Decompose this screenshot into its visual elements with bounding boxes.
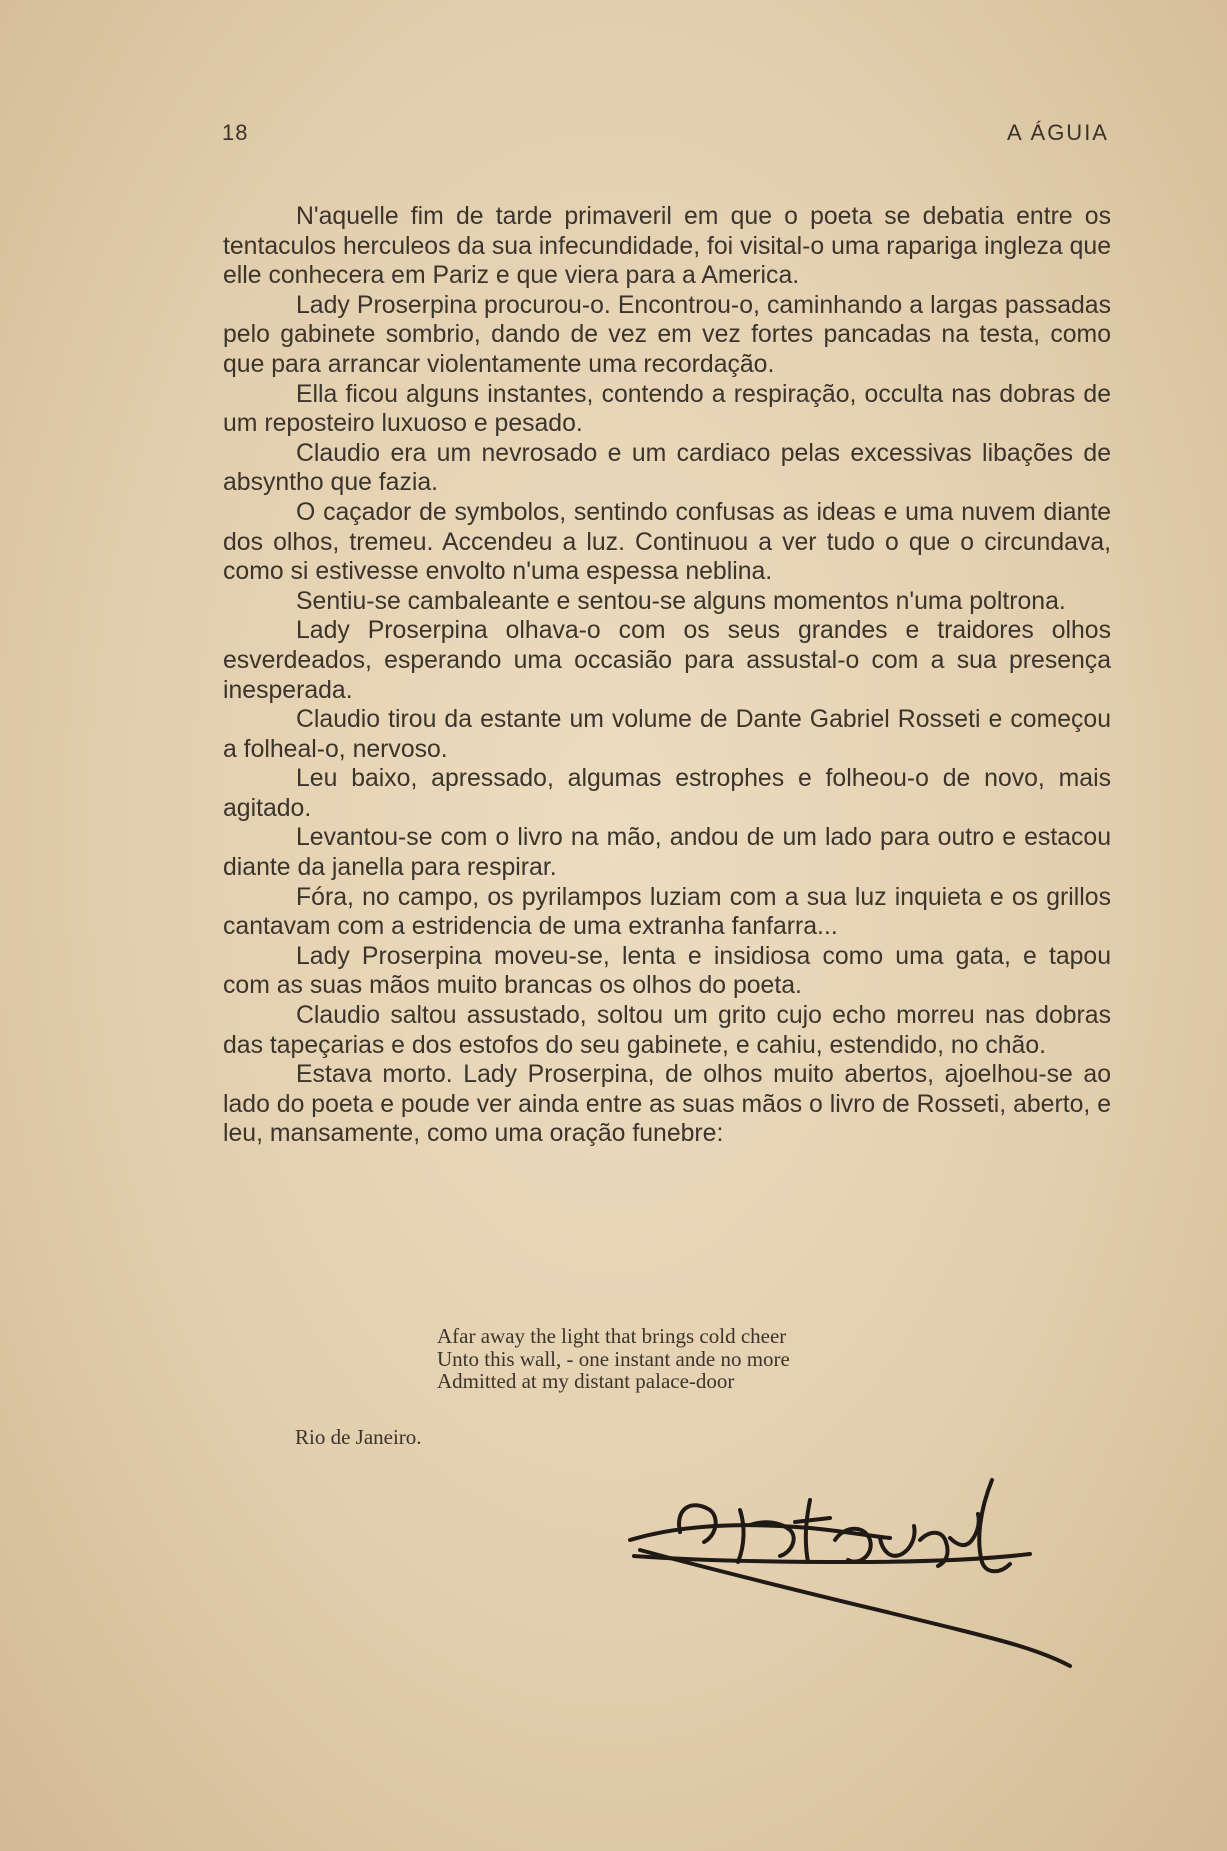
running-title: A ÁGUIA (1006, 120, 1109, 145)
paragraph: Claudio saltou assustado, soltou um grito cujo echo morreu nas dobras das tapeçarias e dos estofos do seu gabinete, e cahiu, estendido, no chão. (223, 1002, 1111, 1059)
paragraph: Leu baixo, apressado, algumas estrophes e folheou-o de novo, mais agitado. (223, 765, 1111, 822)
paragraph: Fóra, no campo, os pyrilampos luziam com a sua luz inquieta e os grillos cantavam com a estridencia de uma extranha fanfarra... (223, 883, 1111, 941)
verse-line: Admitted at my distant palace-door (437, 1369, 735, 1393)
verse-line: Afar away the light that brings cold cheer (437, 1324, 787, 1348)
paragraph: Ella ficou alguns instantes, contendo a respiração, occulta nas dobras de um reposteiro luxuoso e pesado. (223, 380, 1111, 438)
paragraph: N'aquelle fim de tarde primaveril em que o poeta se debatia entre os tentaculos herculeos da sua infecundidade, foi visital-o uma rapariga ingleza que elle conhecera em Pariz e que viera para a America. (223, 203, 1111, 290)
paragraph: Lady Proserpina moveu-se, lenta e insidiosa como uma gata, e tapou com as suas mãos muito brancas os olhos do poeta. (223, 942, 1111, 1000)
page-number: 18 (222, 120, 249, 145)
paragraph: Lady Proserpina procurou-o. Encontrou-o, caminhando a largas passadas pelo gabinete sombrio, dando de vez em vez fortes pancadas na testa, como que para arrancar violentamente uma recordação. (223, 291, 1111, 378)
paragraph: Estava morto. Lady Proserpina, de olhos muito abertos, ajoelhou-se ao lado do poeta e poude ver ainda entre as suas mãos o livro de Rosseti, aberto, e leu, mansamente, como uma oração funebre: (223, 1061, 1111, 1148)
paragraph: Lady Proserpina olhava-o com os seus grandes e traidores olhos esverdeados, esperando uma occasião para assustal-o com a sua presença inesperada. (223, 617, 1111, 704)
paragraph: Claudio era um nevrosado e um cardiaco pelas excessivas libações de absyntho que fazia. (223, 439, 1111, 497)
paragraph: Levantou-se com o livro na mão, andou de um lado para outro e estacou diante da janella para respirar. (223, 824, 1111, 882)
verse-quote (437, 1325, 790, 1393)
paragraph: Claudio tirou da estante um volume de Dante Gabriel Rosseti e começou a folheal-o, nervoso. (223, 706, 1111, 763)
place-line: Rio de Janeiro. (295, 1425, 422, 1449)
body-text (223, 202, 1111, 1149)
handwritten-signature (620, 1470, 1100, 1670)
paragraph: O caçador de symbolos, sentindo confusas as ideas e uma nuvem diante dos olhos, tremeu. Accendeu a luz. Continuou a ver tudo o que o circundava, como si estivesse envolto n'uma espessa neblina. (223, 498, 1111, 586)
paragraph: Sentiu-se cambaleante e sentou-se alguns momentos n'uma poltrona. (296, 587, 1066, 615)
verse-line: Unto this wall, - one instant ande no more (437, 1346, 790, 1371)
